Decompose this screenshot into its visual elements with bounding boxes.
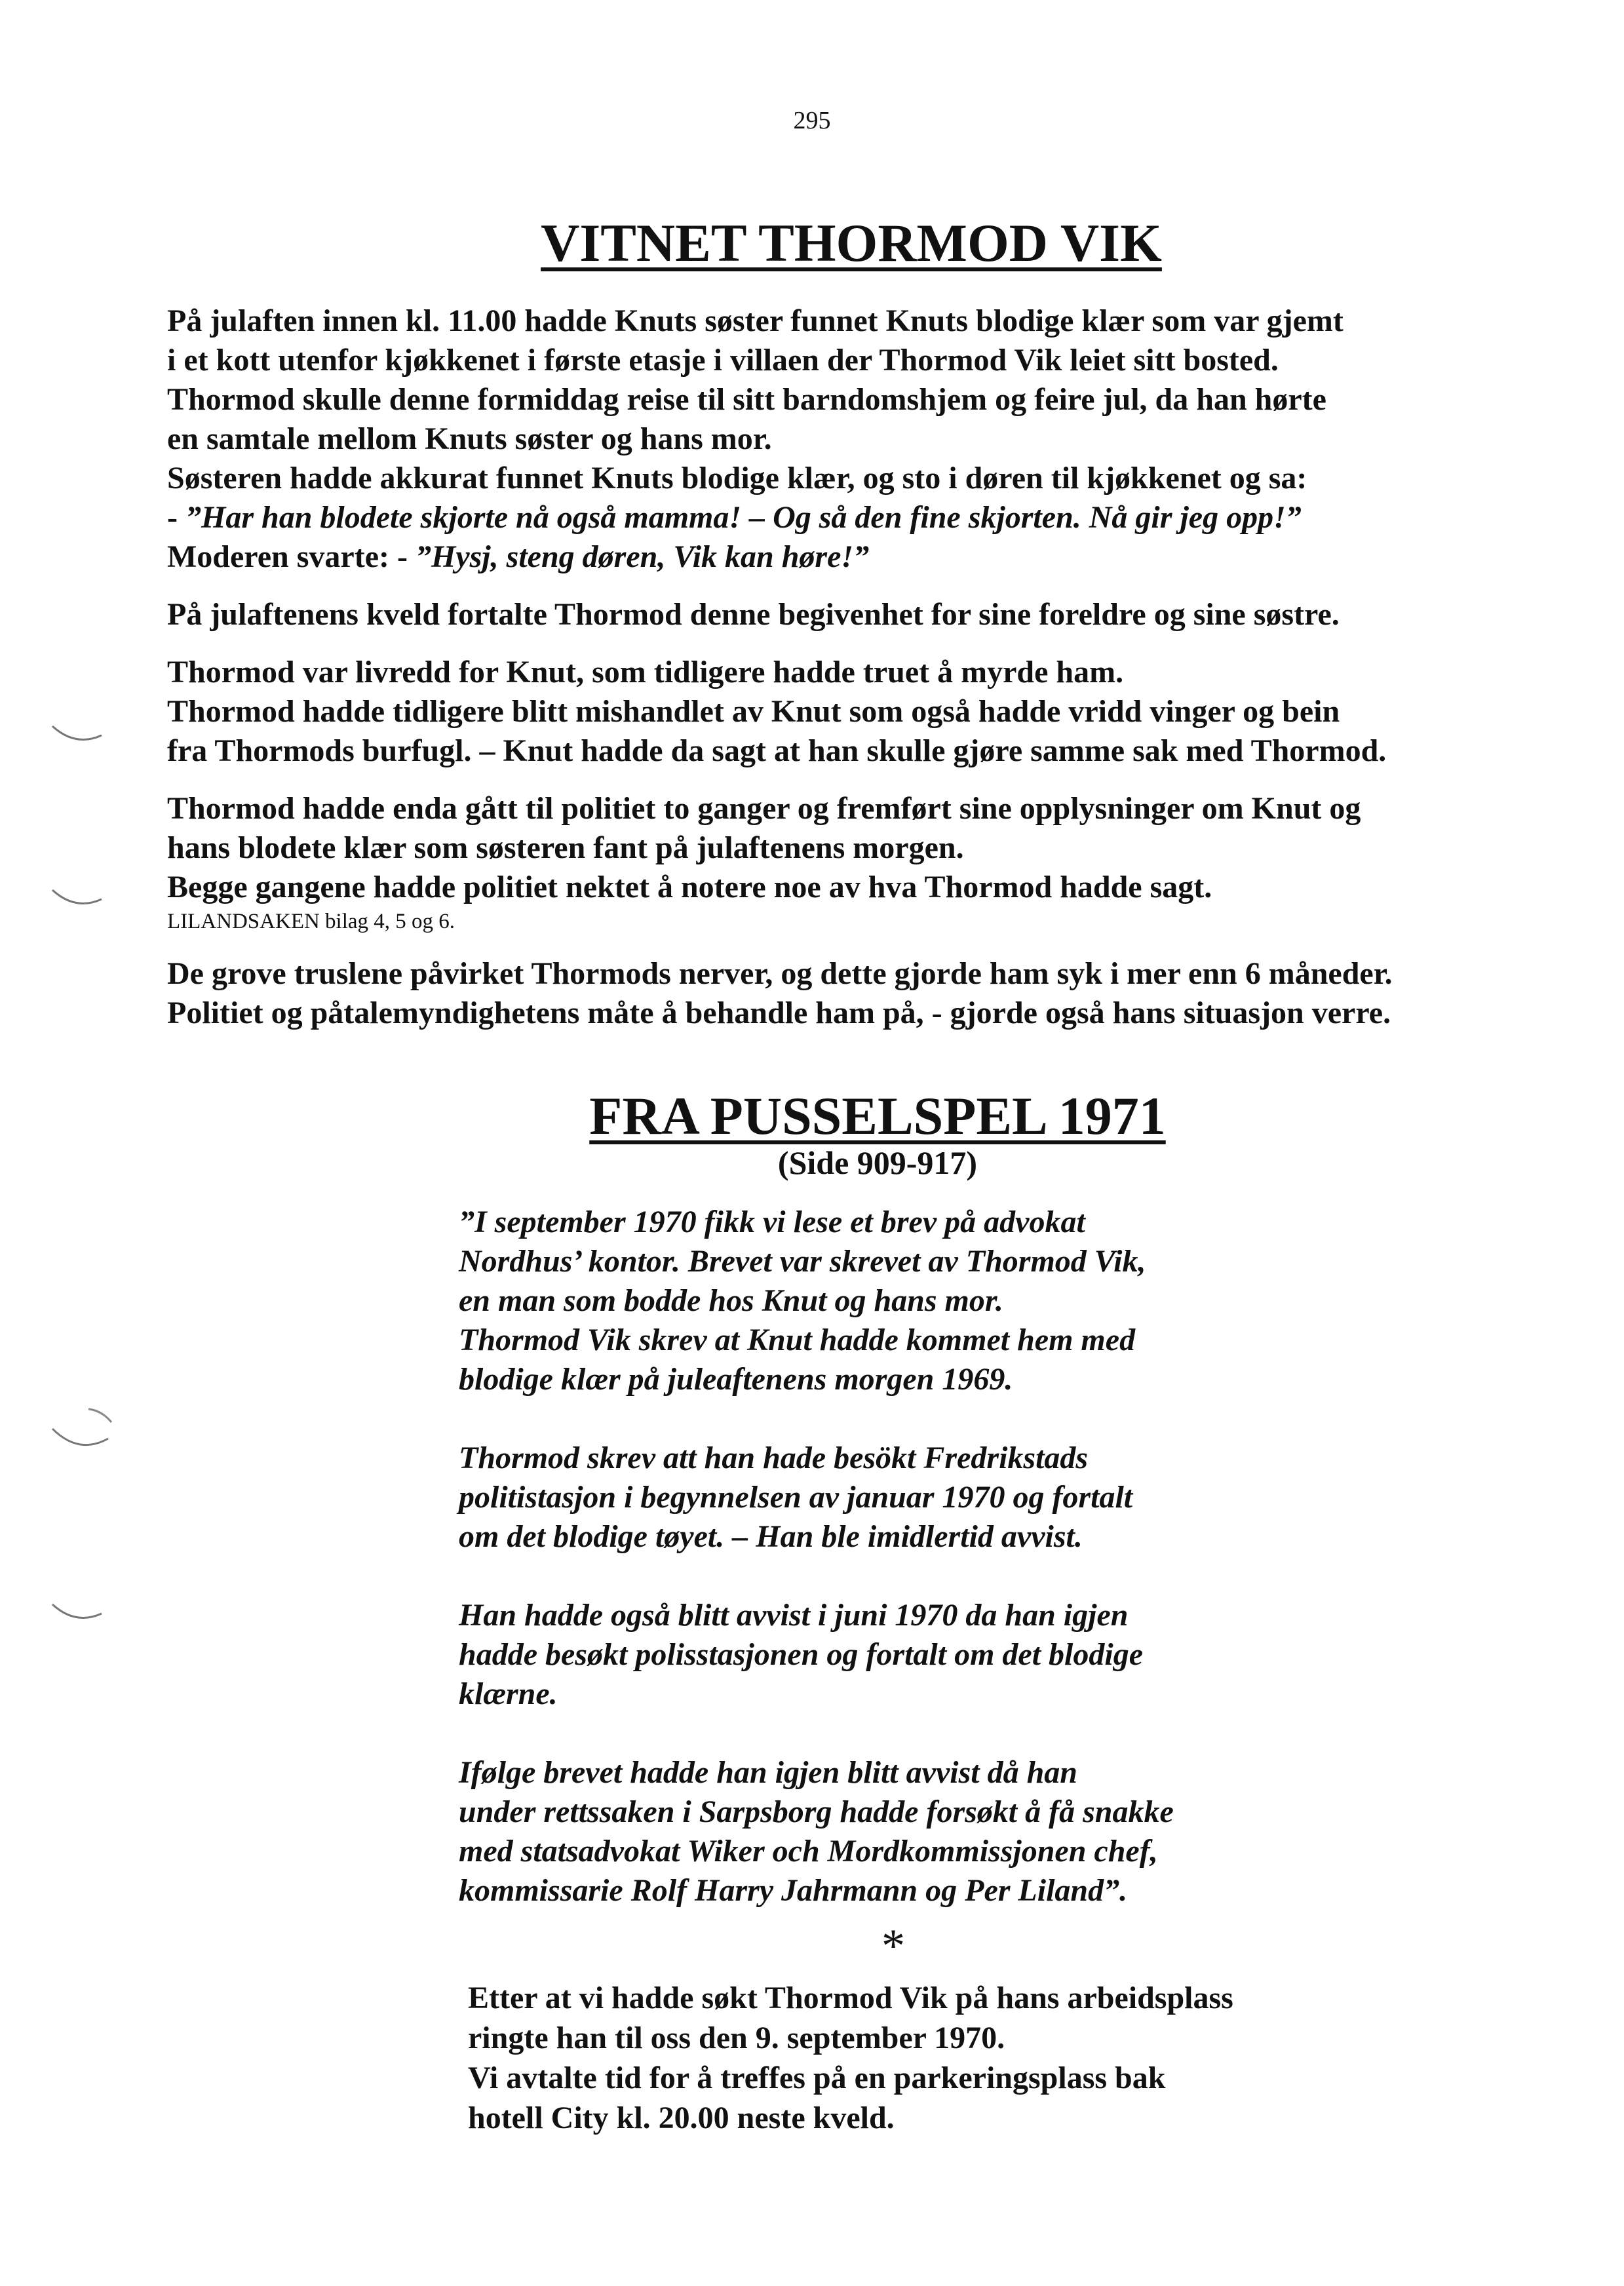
section1-body <box>167 301 1484 1033</box>
closing-paragraph: Etter at vi hadde søkt Thormod Vik på hans arbeidsplass ringte han til oss den 9. september 1970. Vi avtalte tid for å treffes på en parkeringsplass bak hotell City kl. 20.00 neste kveld. <box>468 1981 1233 2135</box>
page-number: 295 <box>793 107 831 134</box>
paragraph-1: På julaften innen kl. 11.00 hadde Knuts søster funnet Knuts blodige klær som var gjemt i et kott utenfor kjøkkenet i første etasje i villaen der Thormod Vik leiet sitt bosted. Thormod skulle denne formiddag reise til sitt barndomshjem og feire jul, da han hørte en samtale mellom Knuts søster og hans mor. Søsteren hadde akkurat funnet Knuts blodige klær, og sto i døren til kjøkkenet og sa: - ”Har han blodete skjorte nå også mamma! – Og så den fine skjorten. Nå gir jeg opp!” Moderen svarte: - ”Hysj, steng døren, Vik kan høre!” <box>167 301 1484 577</box>
paragraph-4: Thormod hadde enda gått til politiet to ganger og fremført sine opplysninger om Knut og hans blodete klær som søsteren fant på julaftenens morgen. Begge gangene hadde politiet nektet å notere noe av hva Thormod hadde sagt. LILANDSAKEN bilag 4, 5 og 6. <box>167 789 1484 936</box>
section-title-vitnet: VITNET THORMOD VIK <box>541 213 1162 273</box>
binder-mark-4 <box>49 1599 108 1625</box>
section-title-pusselspel: FRA PUSSELSPEL 1971 <box>589 1086 1166 1146</box>
quote-line-1: - ”Har han blodete skjorte nå også mamma! – Og så den fine skjorten. Nå gir jeg opp!” <box>167 500 1302 535</box>
reference-note: LILANDSAKEN bilag 4, 5 og 6. <box>167 910 455 933</box>
binder-mark-3 <box>49 1403 121 1468</box>
quoted-excerpt <box>459 1203 1376 1950</box>
paragraph-2: På julaftenens kveld fortalte Thormod denne begivenhet for sine foreldre og sine søstre. <box>167 597 1340 632</box>
section-subtitle: (Side 909-917) <box>777 1144 978 1181</box>
quote-paragraph-4: Ifølge brevet hadde han igjen blitt avvist då han under rettssaken i Sarpsborg hadde forsøkt å få snakke med statsadvokat Wiker och Mordkommissjonen chef, kommissarie Rolf Harry Jahrmann og Per Liland”. <box>459 1755 1174 1908</box>
quote-paragraph-3: Han hadde også blitt avvist i juni 1970 da han igjen hadde besøkt polisstasjonen og fortalt om det blodige klærne. <box>459 1598 1144 1711</box>
quote-line-2: Moderen svarte: - ”Hysj, steng døren, Vik kan høre!” <box>167 539 870 574</box>
binder-mark-1 <box>49 721 108 747</box>
paragraph-3: Thormod var livredd for Knut, som tidligere hadde truet å myrde ham. Thormod hadde tidligere blitt mishandlet av Knut som også hadde vridd vinger og bein fra Thormods burfugl. – Knut hadde da sagt at han skulle gjøre samme sak med Thormod. <box>167 655 1387 768</box>
paragraph-5: De grove truslene påvirket Thormods nerver, og dette gjorde ham syk i mer enn 6 måneder. Politiet og påtalemyndighetens måte å behandle ham på, - gjorde også hans situasjon verre. <box>167 956 1393 1030</box>
quote-paragraph-1: ”I september 1970 fikk vi lese et brev på advokat Nordhus’ kontor. Brevet var skrevet av Thormod Vik, en man som bodde hos Knut og hans mor. Thormod Vik skrev at Knut hadde kommet hem med blodige klær på juleaftenens morgen 1969. <box>459 1205 1146 1397</box>
separator-asterisk: * <box>881 1920 905 1972</box>
binder-mark-2 <box>49 885 108 911</box>
quote-paragraph-2: Thormod skrev att han hade besökt Fredrikstads politistasjon i begynnelsen av januar 1970 og fortalt om det blodige tøyet. – Han ble imidlertid avvist. <box>459 1441 1133 1554</box>
